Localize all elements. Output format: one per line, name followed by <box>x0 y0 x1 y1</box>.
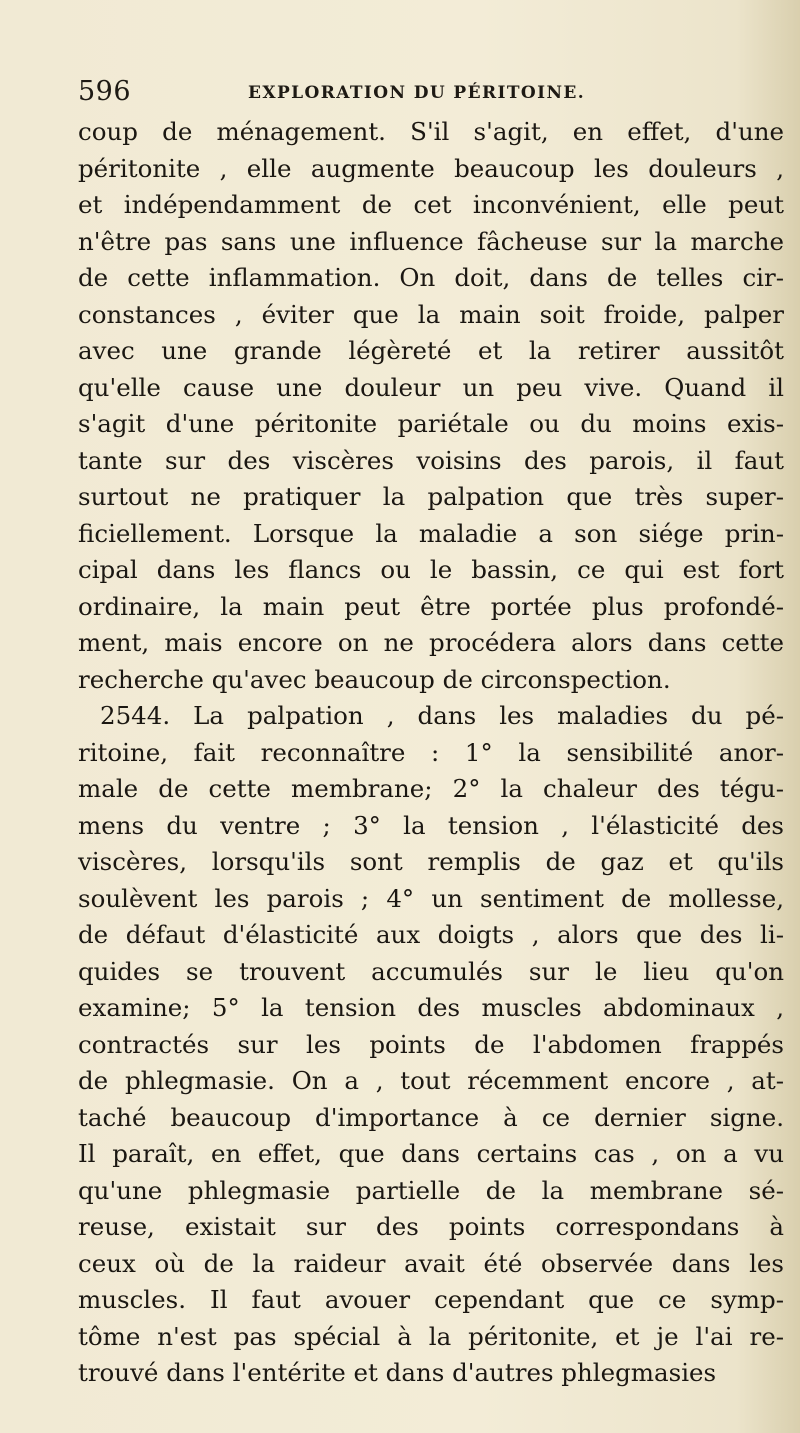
text-line: s'agit d'une péritonite pariétale ou du moins exis- <box>78 409 784 438</box>
text-line: examine; 5° la tension des muscles abdominaux , <box>78 993 784 1022</box>
page-number: 596 <box>78 76 132 107</box>
text-line: trouvé dans l'entérite et dans d'autres phlegmasies <box>78 1358 717 1387</box>
text-line: coup de ménagement. S'il s'agit, en effet, d'une <box>78 117 784 146</box>
text-line: mens du ventre ; 3° la tension , l'élasticité des <box>78 810 784 840</box>
text-line: constances , éviter que la main soit froide, palper <box>78 299 784 329</box>
text-line: et indépendamment de cet inconvénient, elle peut <box>78 190 784 219</box>
text-line: ceux où de la raideur avait été observée dans les <box>78 1248 784 1278</box>
text-line: de cette inflammation. On doit, dans de telles cir- <box>78 263 784 292</box>
text-line: qu'elle cause une douleur un peu vive. Quand il <box>78 372 784 402</box>
text-line: tôme n'est pas spécial à la péritonite, et je l'ai re- <box>78 1321 784 1351</box>
text-line: surtout ne pratiquer la palpation que très super- <box>78 482 784 511</box>
text-line: contractés sur les points de l'abdomen frappés <box>78 1029 784 1059</box>
text-line: Il paraît, en effet, que dans certains cas , on a vu <box>78 1139 784 1168</box>
text-line: ficiellement. Lorsque la maladie a son siége prin- <box>78 518 784 548</box>
text-line: male de cette membrane; 2° la chaleur des tégu- <box>78 774 784 803</box>
body-text <box>78 114 784 1392</box>
text-line: cipal dans les flancs ou le bassin, ce qui est fort <box>78 555 784 584</box>
text-line: de défaut d'élasticité aux doigts , alors que des li- <box>78 920 784 949</box>
text-line: tante sur des viscères voisins des parois, il faut <box>78 445 784 475</box>
text-line: muscles. Il faut avouer cependant que ce symp- <box>78 1285 784 1314</box>
text-line: ordinaire, la main peut être portée plus profondé- <box>78 591 784 621</box>
text-line: reuse, existait sur des points correspondans à <box>78 1212 784 1241</box>
text-line: n'être pas sans une influence fâcheuse sur la marche <box>78 226 784 256</box>
paragraph-start-line: 2544. La palpation , dans les maladies du pé- <box>100 701 784 730</box>
running-title: EXPLORATION DU PÉRITOINE. <box>248 83 586 103</box>
text-line: ritoine, fait reconnaître : 1° la sensibilité anor- <box>78 737 784 767</box>
text-line: péritonite , elle augmente beaucoup les douleurs , <box>78 153 784 183</box>
text-line: taché beaucoup d'importance à ce dernier signe. <box>78 1102 784 1132</box>
text-line: soulèvent les parois ; 4° un sentiment de mollesse, <box>78 883 784 913</box>
text-line: recherche qu'avec beaucoup de circonspection. <box>78 664 671 694</box>
page-header <box>78 74 778 110</box>
text-line: ment, mais encore on ne procédera alors dans cette <box>78 628 784 657</box>
text-line: viscères, lorsqu'ils sont remplis de gaz et qu'ils <box>78 847 784 876</box>
text-line: avec une grande légèreté et la retirer aussitôt <box>78 336 784 365</box>
text-line: qu'une phlegmasie partielle de la membrane sé- <box>78 1175 784 1205</box>
text-line: quides se trouvent accumulés sur le lieu qu'on <box>78 956 784 986</box>
text-line: de phlegmasie. On a , tout récemment encore , at- <box>78 1066 784 1095</box>
